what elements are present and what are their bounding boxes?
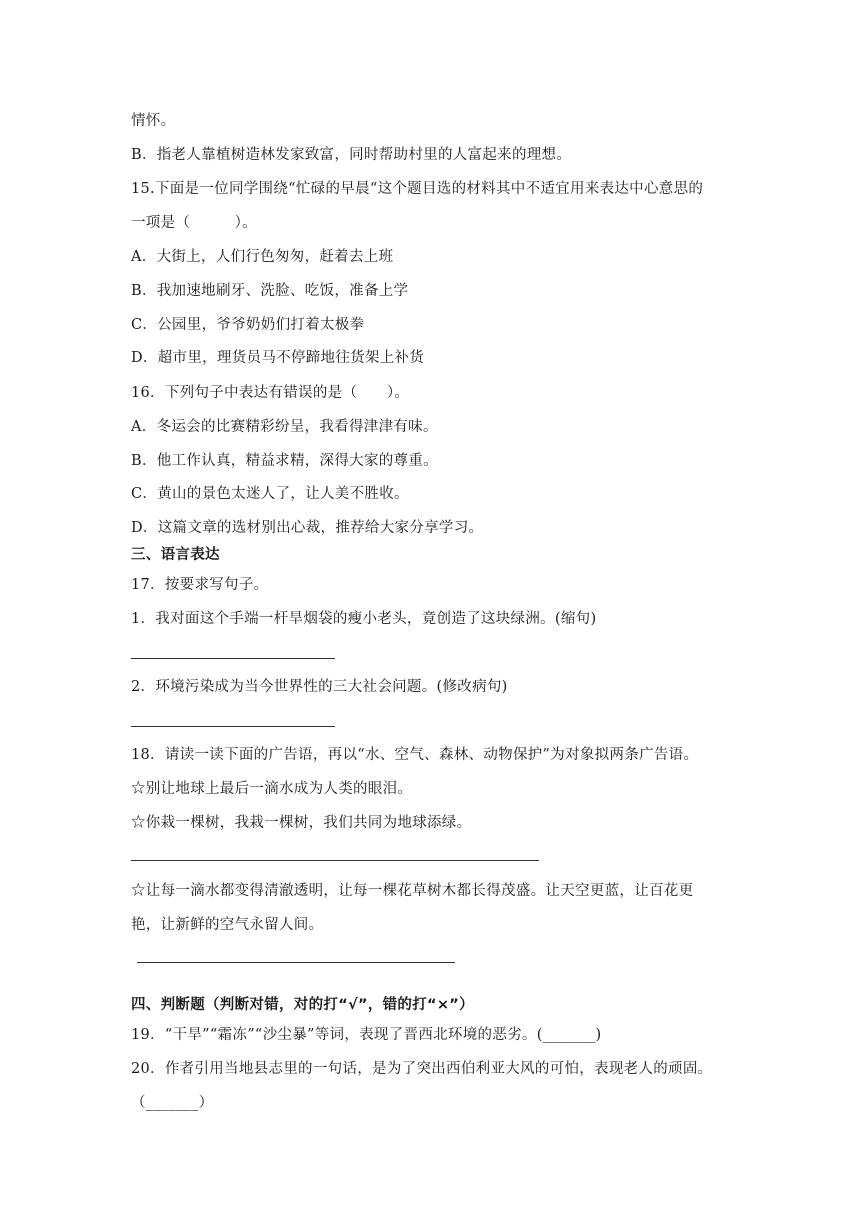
section-heading: 四、判断题（判断对错，对的打“√”，错的打“×”）	[131, 997, 474, 1013]
option-a: A．冬运会的比赛精彩纷呈，我看得津津有味。	[131, 419, 438, 435]
option-b: B．指老人靠植树造林发家致富，同时帮助村里的人富起来的理想。	[131, 147, 572, 163]
answer-line[interactable]	[131, 726, 335, 727]
question-20: 20．作者引用当地县志里的一句话，是为了突出西伯利亚大风的可怕，表现老人的顽固。	[131, 1061, 713, 1077]
question-19: 19．“干旱”“霜冻”“沙尘暴”等词，表现了晋西北环境的恶劣。(_______)	[131, 1027, 602, 1043]
ad-example-3-cont: 艳，让新鲜的空气永留人间。	[131, 917, 324, 933]
option-d: D．这篇文章的选材别出心裁，推荐给大家分享学习。	[131, 520, 484, 536]
ad-example-1: ☆别让地球上最后一滴水成为人类的眼泪。	[131, 781, 413, 797]
option-b: B．他工作认真，精益求精，深得大家的尊重。	[131, 453, 438, 469]
option-b: B．我加速地刷牙、洗脸、吃饭，准备上学	[131, 283, 409, 299]
question-17-2: 2．环境污染成为当今世界性的三大社会问题。(修改病句)	[131, 679, 508, 695]
question-17-1: 1．我对面这个手端一杆旱烟袋的瘦小老头，竟创造了这块绿洲。(缩句)	[131, 611, 597, 627]
text-line: 情怀。	[131, 113, 176, 129]
option-d: D．超市里，理货员马不停蹄地往货架上补货	[131, 350, 425, 366]
answer-line[interactable]	[131, 860, 539, 861]
ad-example-2: ☆你栽一棵树，我栽一棵树，我们共同为地球添绿。	[131, 815, 472, 831]
question-18: 18．请读一读下面的广告语，再以“水、空气、森林、动物保护”为对象拟两条广告语。	[131, 747, 699, 763]
option-c: C．公园里，爷爷奶奶们打着太极拳	[131, 317, 365, 333]
answer-blank[interactable]: （_______）	[131, 1095, 214, 1111]
section-heading: 三、语言表达	[131, 547, 220, 563]
answer-line[interactable]	[137, 962, 455, 963]
question-15-cont: 一项是（ ）。	[131, 215, 257, 231]
option-c: C．黄山的景色太迷人了，让人美不胜收。	[131, 486, 409, 502]
answer-line[interactable]	[131, 658, 335, 659]
question-15: 15.下面是一位同学围绕“忙碌的早晨“这个题目选的材料其中不适宜用来表达中心意思的	[131, 181, 704, 197]
question-16: 16．下列句子中表达有错误的是（ ）。	[131, 385, 410, 401]
question-17: 17．按要求写句子。	[131, 577, 269, 593]
option-a: A．大街上，人们行色匆匆，赶着去上班	[131, 249, 394, 265]
ad-example-3: ☆让每一滴水都变得清澈透明，让每一棵花草树木都长得茂盛。让天空更蓝，让百花更	[131, 883, 694, 899]
